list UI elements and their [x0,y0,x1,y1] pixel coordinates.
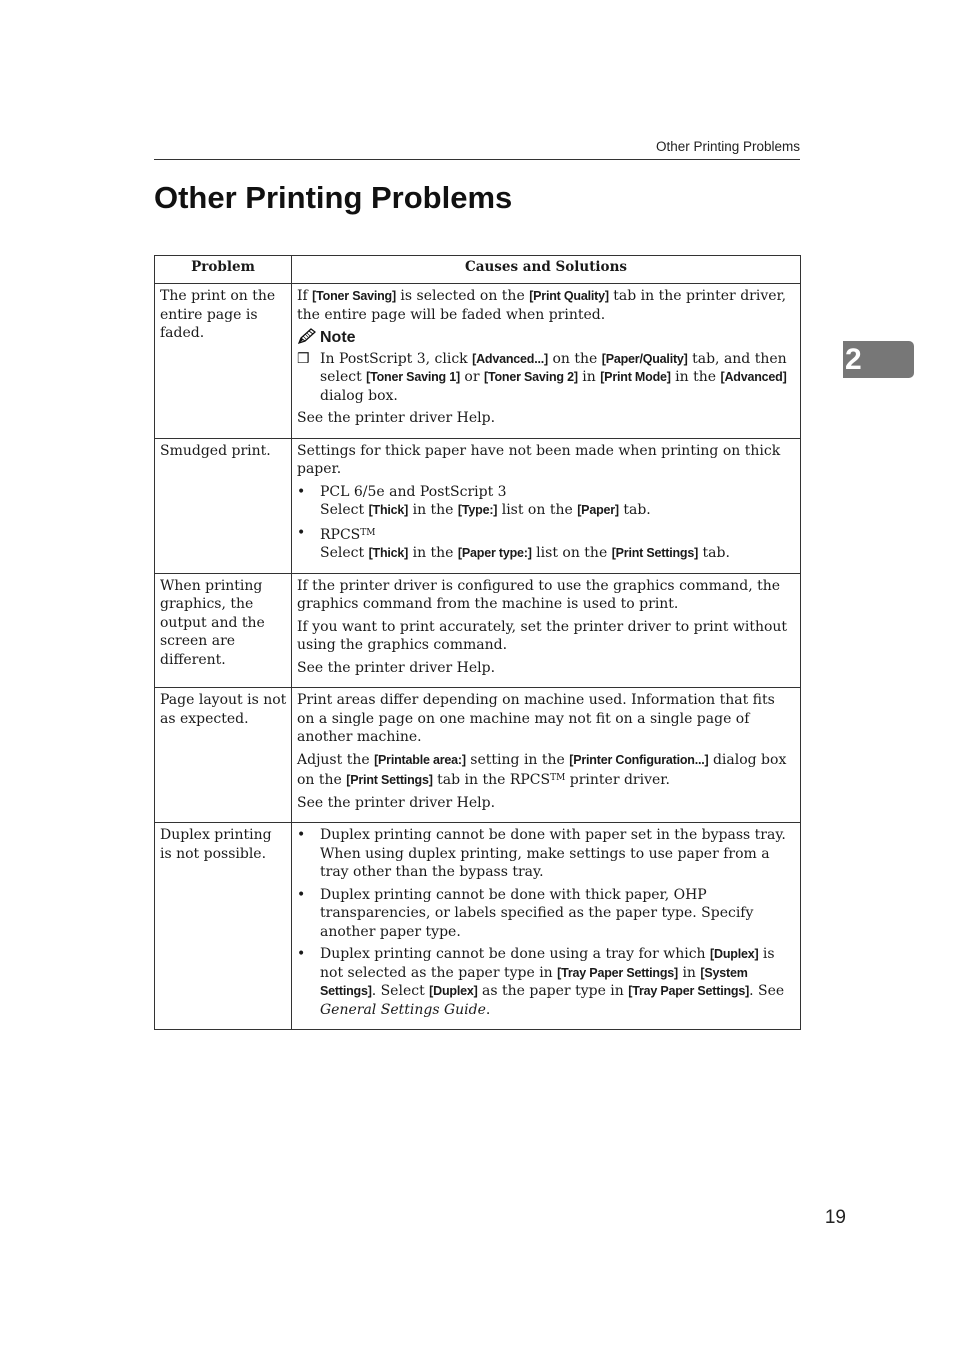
list-item: • Duplex printing cannot be done with paper set in the bypass tray. When using duplex printing, make settings to use paper from a tray other than the bypass tray. [297,827,786,880]
note-heading: Note [297,328,794,348]
solution-paragraph: See the printer driver Help. [297,659,496,676]
list-item: • PCL 6/5e and PostScript 3 Select [Thick] in the [Type:] list on the [Paper] tab. [297,483,651,518]
solution-paragraph: Adjust the [Printable area:] setting in the [Printer Configuration...] dialog box on the [Print Settings] tab in the RPCS™ printer driver. [297,751,787,788]
solution-paragraph: See the printer driver Help. [297,794,496,811]
table-row [155,688,801,823]
solution-paragraph: If [Toner Saving] is selected on the [Print Quality] tab in the printer driver, the entire page will be faded when printed. [297,288,787,323]
problem-cell: When printing graphics, the output and the screen are different. [155,573,292,688]
pencil-icon [297,328,316,345]
table-row [155,284,801,439]
problem-cell: The print on the entire page is faded. [155,284,292,439]
list-item: • Duplex printing cannot be done using a tray for which [Duplex] is not selected as the paper type in [Tray Paper Settings] in [System Settings]. Select [Duplex] as the paper type in [Tray Paper Settings]. See General Settings Guide. [297,946,785,1018]
header-rule [154,159,800,160]
troubleshooting-table [154,255,801,1030]
solution-cell [292,823,801,1030]
list-item: • RPCS™ Select [Thick] in the [Paper type:] list on the [Print Settings] tab. [297,524,730,561]
list-item: • Duplex printing cannot be done with thick paper, OHP transparencies, or labels specified as the paper type. Specify another paper type. [297,886,754,940]
solution-cell [292,284,801,439]
page-number: 19 [824,1207,846,1228]
solution-cell [292,438,801,573]
solution-paragraph: Settings for thick paper have not been made when printing on thick paper. [297,442,781,477]
solution-cell [292,573,801,688]
solution-paragraph: If the printer driver is configured to use the graphics command, the graphics command from the machine is used to print. [297,577,781,612]
solution-paragraph: Print areas differ depending on machine used. Information that fits on a single page on one machine may not fit on a single page of another machine. [297,692,775,745]
checkbox-bullet: ❒ [297,350,310,367]
solution-paragraph: If you want to print accurately, set the printer driver to print without using the graphics command. [297,618,788,653]
guide-reference: General Settings Guide [320,1001,486,1018]
problem-cell: Duplex printing is not possible. [155,823,292,1030]
chapter-tab: 2 [843,341,914,378]
solution-cell [292,688,801,823]
table-header-row [155,256,801,284]
table-row [155,438,801,573]
table-row [155,573,801,688]
running-header: Other Printing Problems [655,139,800,154]
note-item: ❒ In PostScript 3, click [Advanced...] on the [Paper/Quality] tab, and then select [Toner Saving 1] or [Toner Saving 2] in [Print Mode] in the [Advanced] dialog box. [297,350,787,404]
solution-paragraph: See the printer driver Help. [297,410,496,426]
ui-label: [Toner Saving] [312,289,396,303]
problem-cell: Page layout is not as expected. [155,688,292,823]
table-row [155,823,801,1030]
causes-column-header: Causes and Solutions [292,256,801,284]
page-title: Other Printing Problems [154,180,513,215]
problem-cell: Smudged print. [155,438,292,573]
ui-label: [Print Quality] [529,289,609,303]
problem-column-header: Problem [155,256,292,284]
